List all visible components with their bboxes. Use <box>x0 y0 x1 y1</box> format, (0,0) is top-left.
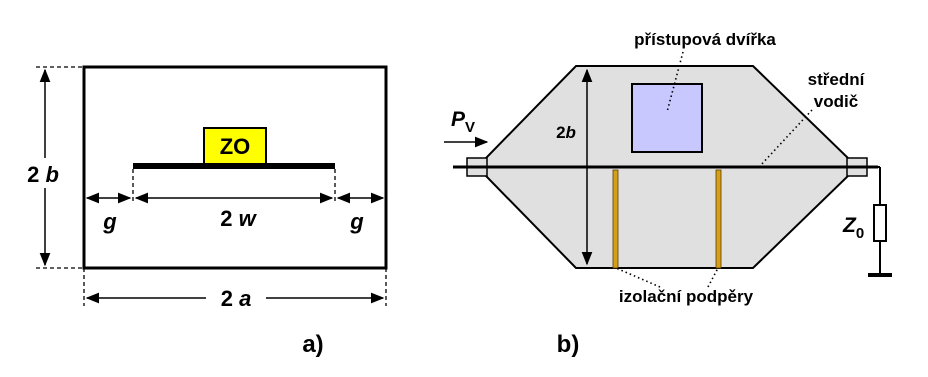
outer-width-label: 2 a <box>220 286 252 311</box>
caption-a: a) <box>302 331 324 358</box>
panel-a <box>10 67 386 358</box>
panel-b <box>444 30 892 358</box>
support-right <box>716 170 721 268</box>
supports-leader-right <box>708 268 718 287</box>
support-left <box>613 170 618 268</box>
height-label: 2 b <box>27 162 59 187</box>
height-label-b: 2b <box>556 123 576 142</box>
access-door <box>632 84 702 152</box>
gap-right-label: g <box>350 209 364 234</box>
width-label: 2 w <box>220 206 256 231</box>
supports-label: izolační podpěry <box>618 287 754 306</box>
load-resistor <box>874 205 886 241</box>
conductor-label-line2: vodič <box>813 92 859 111</box>
door-label: přístupová dvířka <box>634 30 776 49</box>
conductor-label-line1: střední <box>807 70 865 89</box>
supports-leader-left <box>616 268 660 287</box>
gap-left-label: g <box>103 209 117 234</box>
load-label: $Z_0$ <box>843 214 865 242</box>
input-power-label: $P_V$ <box>451 108 476 136</box>
zo-label: ZO <box>219 134 251 159</box>
caption-b: b) <box>556 331 580 358</box>
